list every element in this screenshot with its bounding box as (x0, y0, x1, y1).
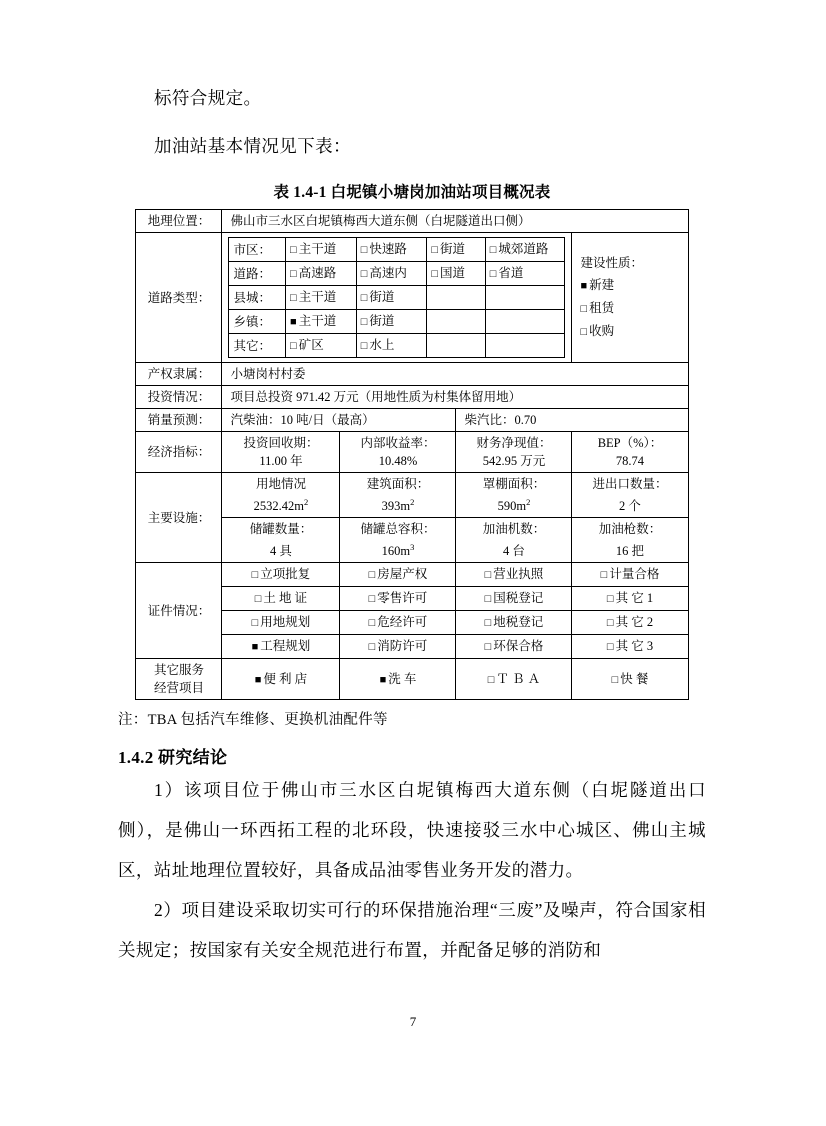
road-cat-town: 乡镇： (229, 310, 286, 334)
value-ownership: 小塘岗村村委 (222, 363, 688, 386)
road-type-options (222, 233, 572, 363)
road-cat-county: 县城： (229, 286, 286, 310)
road-opt-county-1[interactable]: □ 主干道 (286, 286, 357, 310)
road-opt-highway-4[interactable]: □ 省道 (485, 262, 565, 286)
page-number: 7 (409, 1014, 417, 1029)
build-nature-option-new[interactable]: ■ 新建 (580, 278, 615, 292)
cert-environment-qualified[interactable]: □ 环保合格 (456, 635, 572, 659)
road-opt-other-2[interactable]: □ 水上 (356, 334, 427, 358)
table-row-other-services (136, 659, 688, 700)
table-row-investment (136, 386, 688, 409)
road-opt-highway-2[interactable]: □ 高速内 (356, 262, 427, 286)
cert-fire-permit[interactable]: □ 消防许可 (340, 635, 456, 659)
facility-nozzle-count: 加油枪数： 16 把 (572, 518, 688, 563)
cert-metering-qualified[interactable]: □ 计量合格 (572, 563, 688, 587)
label-sales-forecast: 销量预测： (136, 409, 222, 432)
service-fast-food[interactable]: □ 快 餐 (572, 659, 688, 700)
road-opt-town-1[interactable]: ■ 主干道 (286, 310, 357, 334)
table-row-facilities-1 (136, 473, 688, 518)
cert-hazard-permit[interactable]: □ 危经许可 (340, 611, 456, 635)
road-opt-county-2[interactable]: □ 街道 (356, 286, 427, 310)
road-opt-urban-1[interactable]: □ 主干道 (286, 238, 357, 262)
cert-business-license[interactable]: □ 营业执照 (456, 563, 572, 587)
label-build-nature: 建设性质： (580, 256, 643, 270)
road-cat-highway: 道路： (229, 262, 286, 286)
label-facilities: 主要设施： (136, 473, 222, 563)
road-opt-other-1[interactable]: □ 矿区 (286, 334, 357, 358)
value-sales-oil: 汽柴油：10 吨/日（最高） (222, 409, 456, 432)
facility-land-area: 用地情况 $2532.42m^2$ (222, 473, 340, 518)
table-row-ownership (136, 363, 688, 386)
facility-tank-volume: 储罐总容积： $160m^3$ (340, 518, 456, 563)
build-nature-cell (572, 233, 688, 363)
road-row-urban (229, 238, 565, 262)
cert-house-property[interactable]: □ 房屋产权 (340, 563, 456, 587)
facility-tank-count: 储罐数量： 4 具 (222, 518, 340, 563)
cert-project-approval[interactable]: □ 立项批复 (222, 563, 340, 587)
facility-dispenser-count: 加油机数： 4 台 (456, 518, 572, 563)
paragraph-intro-line1: 标符合规定。 (154, 88, 262, 108)
paragraph-conclusion-1: 1）该项目位于佛山市三水区白坭镇梅西大道东侧（白坭隧道出口侧），是佛山一环西拓工程的北环段，快速接驳三水中心城区、佛山主城区，站址地理位置较好，具备成品油零售业务开发的潜力。 (118, 780, 706, 881)
paragraph-conclusion-2: 2）项目建设采取切实可行的环保措施治理“三废”及噪声，符合国家相关规定；按国家有关安全规范进行布置，并配备足够的消防和 (118, 900, 706, 961)
service-car-wash[interactable]: ■ 洗 车 (340, 659, 456, 700)
facility-canopy-area: 罩棚面积： $590m^2$ (456, 473, 572, 518)
econ-payback: 投资回收期： 11.00 年 (222, 432, 340, 473)
road-cat-other: 其它： (229, 334, 286, 358)
section-heading: 1.4.2 研究结论 (118, 748, 228, 768)
cert-other-3[interactable]: □ 其 它 3 (572, 635, 688, 659)
label-other-services: 其它服务 经营项目 (136, 659, 222, 700)
label-econ: 经济指标： (136, 432, 222, 473)
facility-entrances: 进出口数量： 2 个 (572, 473, 688, 518)
road-opt-urban-4[interactable]: □ 城郊道路 (485, 238, 565, 262)
label-certificates: 证件情况： (136, 563, 222, 659)
road-cat-urban: 市区： (229, 238, 286, 262)
table-row-sales-forecast (136, 409, 688, 432)
build-nature-option-lease[interactable]: □ 租赁 (580, 301, 615, 315)
road-row-other (229, 334, 565, 358)
table-note: 注：TBA 包括汽车维修、更换机油配件等 (118, 712, 388, 729)
cert-retail-permit[interactable]: □ 零售许可 (340, 587, 456, 611)
cert-land-certificate[interactable]: □ 土 地 证 (222, 587, 340, 611)
project-overview-table (135, 209, 688, 700)
econ-irr: 内部收益率： 10.48% (340, 432, 456, 473)
econ-npv: 财务净现值： 542.95 万元 (456, 432, 572, 473)
cert-other-1[interactable]: □ 其 它 1 (572, 587, 688, 611)
value-investment: 项目总投资 971.42 万元（用地性质为村集体留用地） (222, 386, 688, 409)
cert-national-tax[interactable]: □ 国税登记 (456, 587, 572, 611)
road-opt-town-2[interactable]: □ 街道 (356, 310, 427, 334)
cert-local-tax[interactable]: □ 地税登记 (456, 611, 572, 635)
service-convenience-store[interactable]: ■ 便 利 店 (222, 659, 340, 700)
paragraph-intro-line2: 加油站基本情况见下表： (154, 136, 351, 156)
facility-building-area: 建筑面积： $393m^2$ (340, 473, 456, 518)
road-opt-highway-1[interactable]: □ 高速路 (286, 262, 357, 286)
table-row-road-type (136, 233, 688, 363)
road-row-county (229, 286, 565, 310)
label-location: 地理位置： (136, 210, 222, 233)
table-title: 表 1.4-1 白坭镇小塘岗加油站项目概况表 (273, 184, 551, 201)
table-row-location (136, 210, 688, 233)
label-ownership: 产权隶属： (136, 363, 222, 386)
road-row-town (229, 310, 565, 334)
table-row-econ (136, 432, 688, 473)
cert-land-planning[interactable]: □ 用地规划 (222, 611, 340, 635)
service-tba[interactable]: □ Ｔ Ｂ Ａ (456, 659, 572, 700)
road-opt-urban-3[interactable]: □ 街道 (427, 238, 485, 262)
cert-other-2[interactable]: □ 其 它 2 (572, 611, 688, 635)
value-location: 佛山市三水区白坭镇梅西大道东侧（白坭隧道出口侧） (222, 210, 688, 233)
road-opt-urban-2[interactable]: □ 快速路 (356, 238, 427, 262)
label-investment: 投资情况： (136, 386, 222, 409)
build-nature-option-acquire[interactable]: □ 收购 (580, 324, 615, 338)
label-road-type: 道路类型： (136, 233, 222, 363)
road-row-highway (229, 262, 565, 286)
econ-bep: BEP（%）： 78.74 (572, 432, 688, 473)
road-opt-highway-3[interactable]: □ 国道 (427, 262, 485, 286)
value-sales-ratio: 柴汽比：0.70 (456, 409, 688, 432)
table-row-certificates-1 (136, 563, 688, 587)
cert-engineering-planning[interactable]: ■ 工程规划 (222, 635, 340, 659)
